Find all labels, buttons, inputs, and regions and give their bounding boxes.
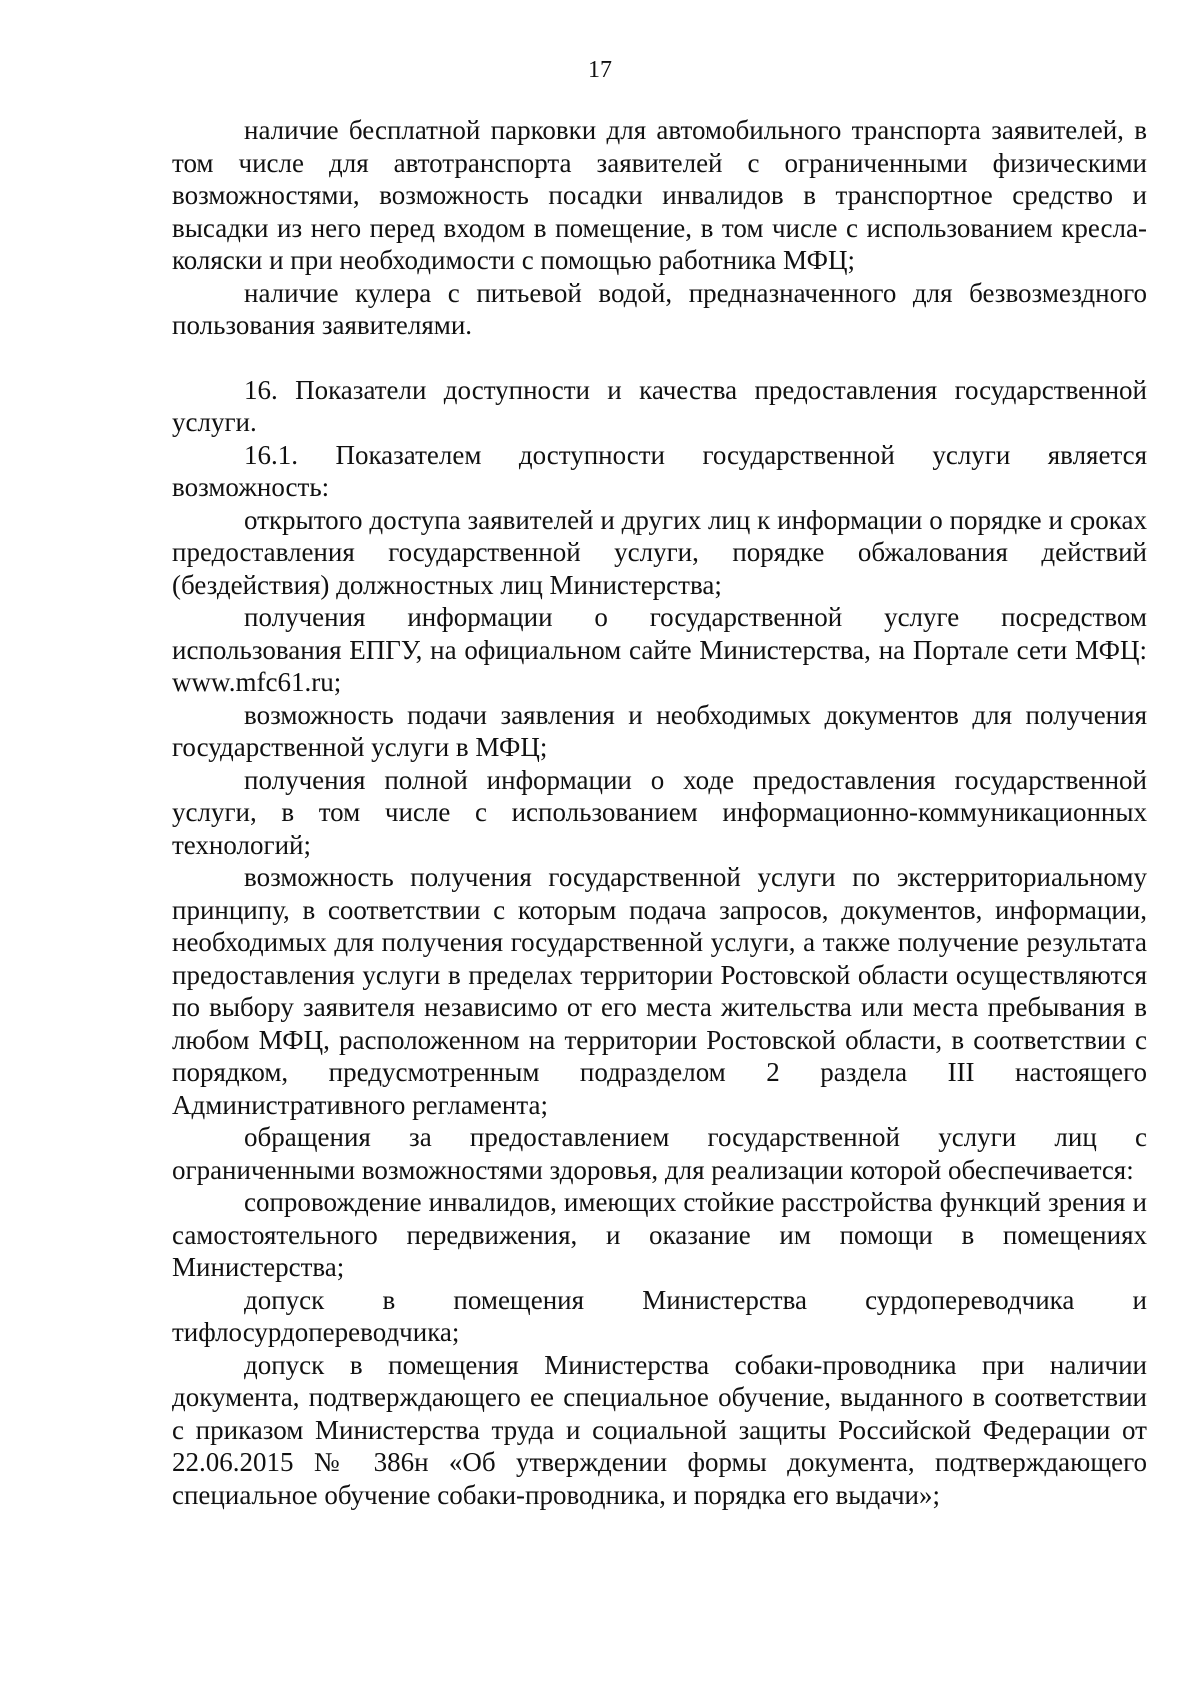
paragraph-16-1: 16.1. Показателем доступности государственной услуги является возможность: xyxy=(172,439,1147,502)
paragraph-disabled-access: обращения за предоставлением государственной услуги лиц с ограниченными возможностями здоровья, для реализации которой обеспечивается: xyxy=(172,1122,1147,1185)
section-heading-16: 16. Показатели доступности и качества предоставления государственной услуги. xyxy=(172,374,1147,437)
document-body xyxy=(172,114,1147,1511)
paragraph-extraterritorial: возможность получения государственной услуги по экстерриториальному принципу, в соответствии с которым подача запросов, документов, информации, необходимых для получения государственной услуги, а также получение результата предоставления услуги в пределах территории Ростовской области осуществляются по выбору заявителя независимо от его места жительства или места пребывания в любом МФЦ, расположенном на территории Ростовской области, в соответствии с порядком, предусмотренным подразделом 2 раздела III настоящего Административного регламента; xyxy=(172,862,1147,1120)
paragraph-epgu-info: получения информации о государственной услуге посредством использования ЕПГУ, на официальном сайте Министерства, на Портале сети МФЦ: www.mfc61.ru; xyxy=(172,602,1147,697)
page-number: 17 xyxy=(588,57,612,83)
paragraph-open-access: открытого доступа заявителей и других лиц к информации о порядке и сроках предоставления государственной услуги, порядке обжалования действий (бездействия) должностных лиц Министерства; xyxy=(172,504,1147,600)
paragraph-guide-dog: допуск в помещения Министерства собаки-проводника при наличии документа, подтверждающего ее специальное обучение, выданного в соответствии с приказом Министерства труда и социальной защиты Российской Федерации от 22.06.2015 № 386н «Об утверждении формы документа, подтверждающего специальное обучение собаки-проводника, и порядка его выдачи»; xyxy=(172,1349,1147,1510)
paragraph-parking: наличие бесплатной парковки для автомобильного транспорта заявителей, в том числе для автотранспорта заявителей с ограниченными физическими возможностями, возможность посадки инвалидов в транспортное средство и высадки из него перед входом в помещение, в том числе с использованием кресла-коляски и при необходимости с помощью работника МФЦ; xyxy=(172,115,1147,275)
paragraph-escort: сопровождение инвалидов, имеющих стойкие расстройства функций зрения и самостоятельного передвижения, и оказание им помощи в помещениях Министерства; xyxy=(172,1187,1147,1282)
paragraph-progress-info: получения полной информации о ходе предоставления государственной услуги, в том числе с использованием информационно-коммуникационных технологий; xyxy=(172,764,1147,860)
paragraph-mfc-submission: возможность подачи заявления и необходимых документов для получения государственной услуги в МФЦ; xyxy=(172,699,1147,762)
paragraph-water-cooler: наличие кулера с питьевой водой, предназначенного для безвозмездного пользования заявителями. xyxy=(172,277,1147,340)
paragraph-interpreter-access: допуск в помещения Министерства сурдопереводчика и тифлосурдопереводчика; xyxy=(172,1284,1147,1347)
